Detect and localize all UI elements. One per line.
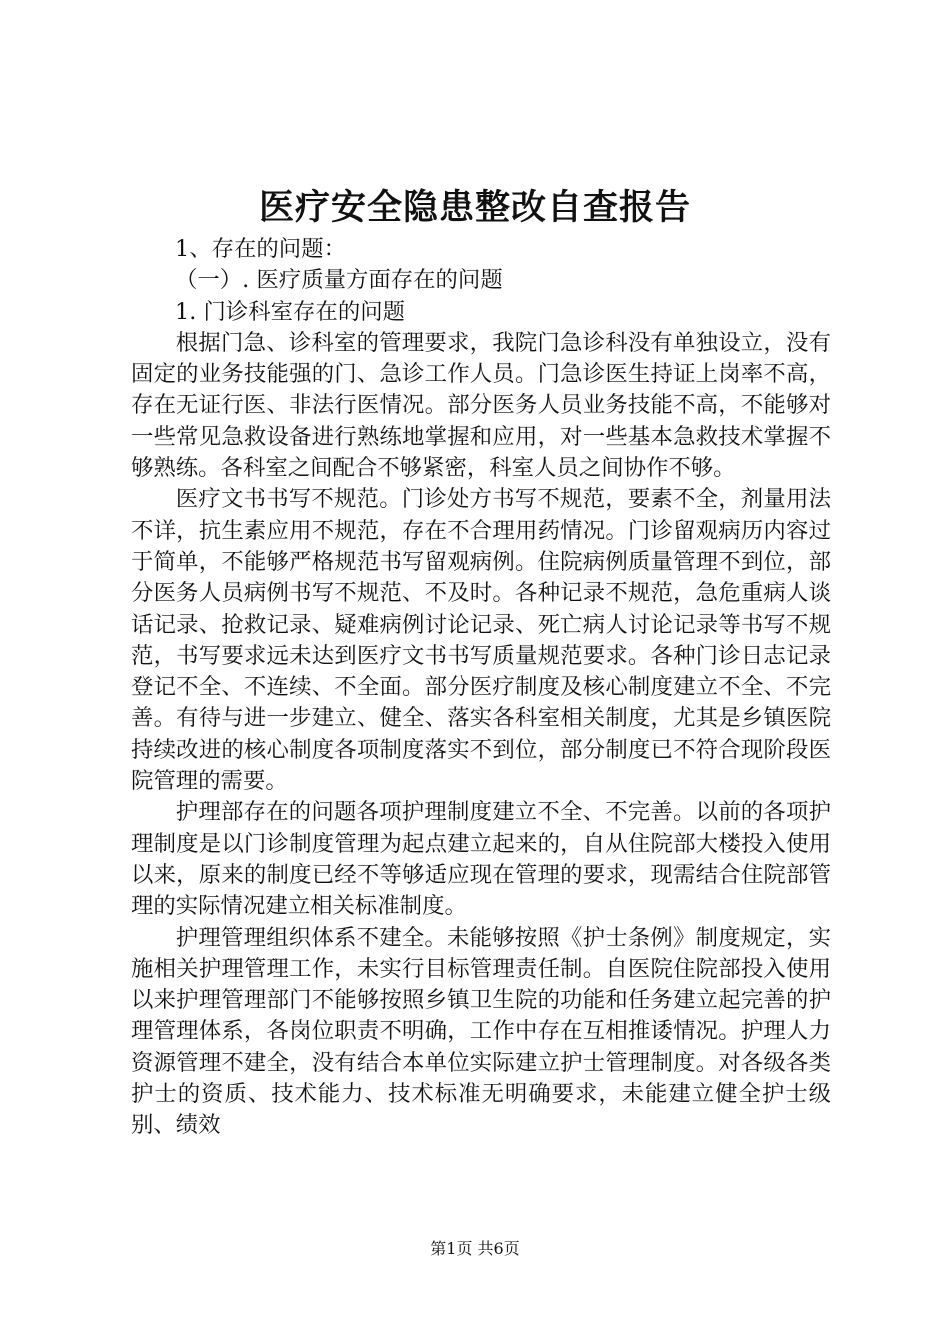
paragraph-outpatient: 根据门急、诊科室的管理要求，我院门急诊科没有单独设立，没有固定的业务技能强的门、急诊工作人员。门急诊医生持证上岗率不高，存在无证行医、非法行医情况。部分医务人员业务技能不高，不能够对一些常见急救设备进行熟练地掌握和应用，对一些基本急救技术掌握不够熟练。各科室之间配合不够紧密，科室人员之间协作不够。	[131, 329, 831, 482]
paragraph-nursing-management: 护理管理组织体系不建全。未能够按照《护士条例》制度规定，实施相关护理管理工作，未实行目标管理责任制。自医院住院部投入使用以来护理管理部门不能够按照乡镇卫生院的功能和任务建立起完善的护理管理体系，各岗位职责不明确，工作中存在互相推诿情况。护理人力资源管理不建全，没有结合本单位实际建立护士管理制度。对各级各类护士的资质、技术能力、技术标准无明确要求，未能建立健全护士级别、绩效	[131, 924, 831, 1139]
paragraph-medical-records: 医疗文书书写不规范。门诊处方书写不规范，要素不全，剂量用法不详，抗生素应用不规范，存在不合理用药情况。门诊留观病历内容过于简单，不能够严格规范书写留观病例。住院病例质量管理不到位，部分医务人员病例书写不规范、不及时。各种记录不规范，急危重病人谈话记录、抢救记录、疑难病例讨论记录、死亡病人讨论记录等书写不规范，书写要求远未达到医疗文书书写质量规范要求。各种门诊日志记录登记不全、不连续、不全面。部分医疗制度及核心制度建立不全、不完善。有待与进一步建立、健全、落实各科室相关制度，尤其是乡镇医院持续改进的核心制度各项制度落实不到位，部分制度已不符合现阶段医院管理的需要。	[131, 486, 831, 795]
document-body	[131, 234, 831, 1142]
section-heading-3: 1. 门诊科室存在的问题	[175, 298, 405, 325]
section-heading-2: （一）. 医疗质量方面存在的问题	[175, 267, 503, 294]
document-title: 医疗安全隐患整改自查报告	[258, 187, 691, 228]
page-footer: 第1页 共6页	[430, 1239, 520, 1258]
section-heading-1: 1、存在的问题：	[175, 236, 346, 262]
paragraph-nursing-department: 护理部存在的问题各项护理制度建立不全、不完善。以前的各项护理制度是以门诊制度管理为起点建立起来的，自从住院部大楼投入使用以来，原来的制度已经不等够适应现在管理的要求，现需结合住院部管理的实际情况建立相关标准制度。	[131, 799, 831, 920]
